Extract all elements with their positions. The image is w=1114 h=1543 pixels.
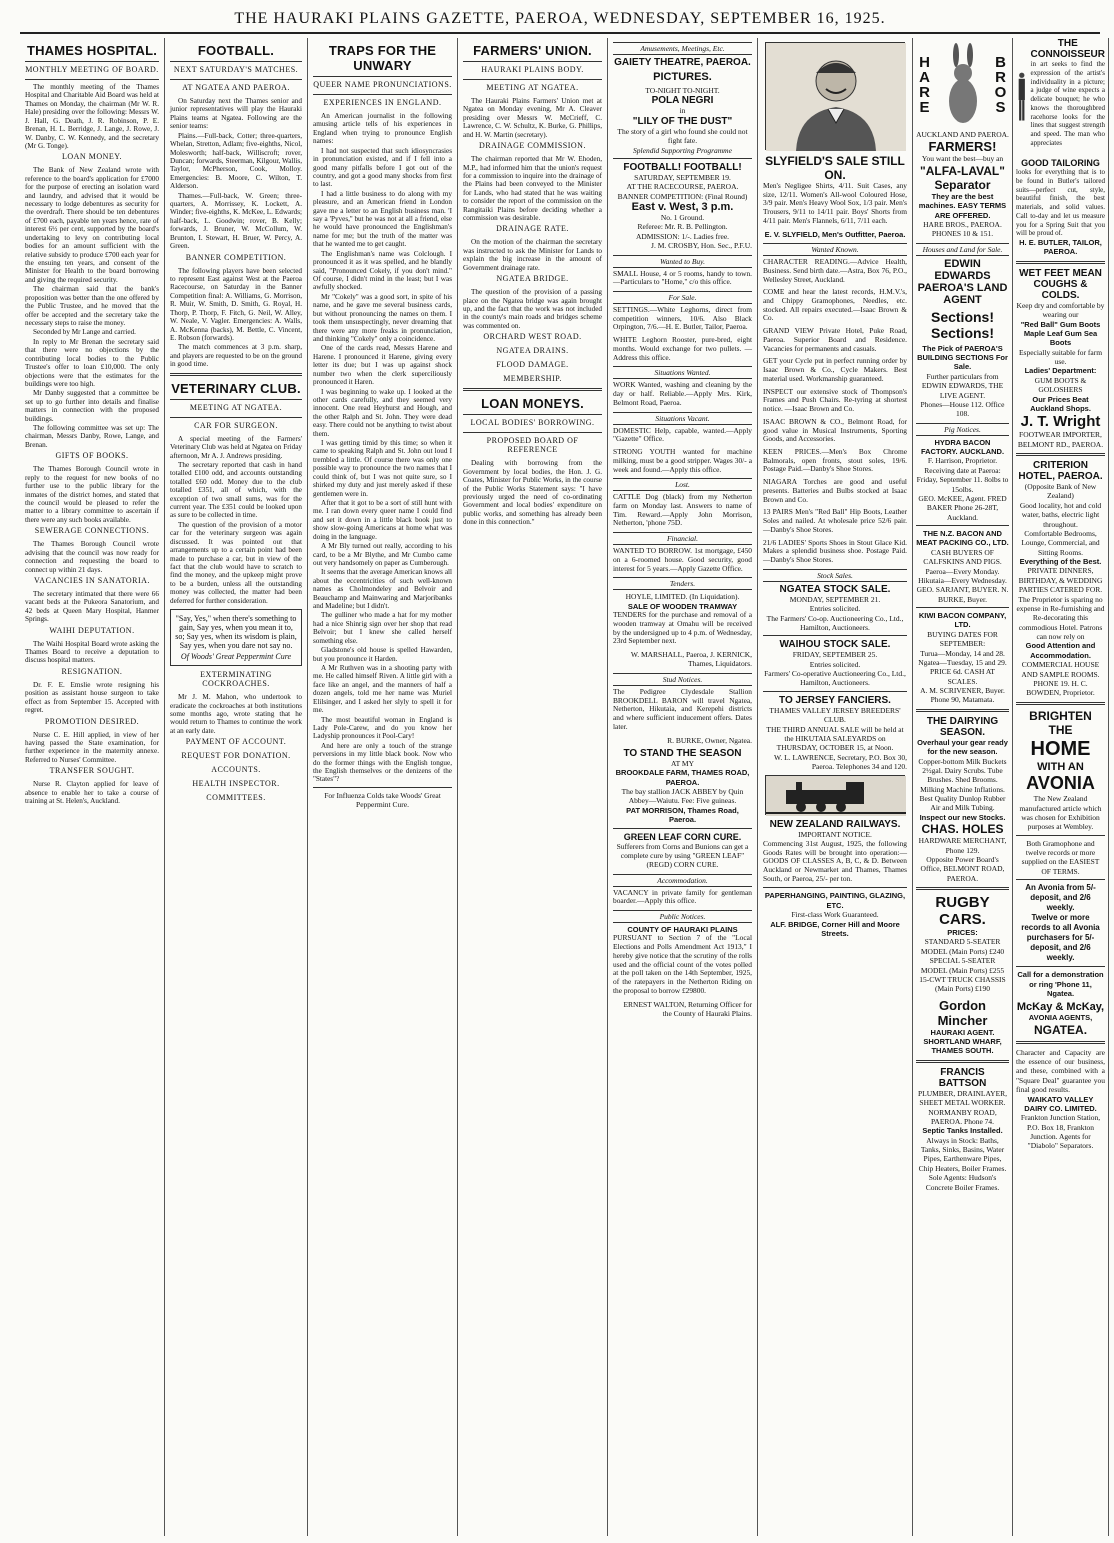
avonia-agents: AVONIA AGENTS,: [1028, 1013, 1093, 1023]
football-venue: AT THE RACECOURSE, PAEROA.: [626, 182, 739, 192]
classified-heading: Public Notices.: [613, 910, 752, 923]
avonia-text: The New Zealand manufactured article which was chosen for Exhibition purposes at Wembley.: [1019, 794, 1102, 832]
section-heading: DRAINAGE COMMISSION.: [479, 141, 586, 151]
stallion: The bay stallion JACK ABBEY by Quin Abbey—Waiutu. Fee: Five guineas.: [621, 787, 744, 806]
section-heading: REQUEST FOR DONATION.: [181, 751, 291, 761]
slyfield-heading: SLYFIELD'S SALE STILL ON.: [765, 154, 905, 182]
paragraph: Thames.—Full-back, W. Green; three-quarters, A. Morrissey, K. Lockett, A. Winder; five-eighths, K. McKee, L. Edwards; half-back, L. Goodwin; rover, B. Kelly; forwards, J. Bruner, W. McCollum, W. Brunton, I. Stewart, H. Bruer, W. Percy, A. Green.: [170, 191, 302, 251]
home: HOME: [1030, 737, 1091, 760]
paragraph: Seconded by Mr Lange and carried.: [33, 328, 136, 337]
classified-heading: Wanted Known.: [763, 243, 907, 256]
railway-engine-illustration: [765, 775, 905, 815]
tailoring-text: looks for everything that is to be found in Butler's tailored suits—perfect cut, style, beautiful finish, the best materials, and solid values. Call to-day and let us measure you for a Spring Suit that you will be proud of.: [1016, 168, 1105, 238]
hydra-bacon: HYDRA BACON FACTORY. AUCKLAND.: [920, 437, 1005, 456]
waihou-date: FRIDAY, SEPTEMBER 25.: [792, 650, 878, 660]
classified-heading: Amusements, Meetings, Etc.: [613, 42, 752, 55]
paragraph: The Thames Borough Council wrote in reply to the request for new books of no further use to the public library for the inmates of the district homes, and stated that the council would be pleased to refer the matter to a library committee to ascertain if there were any such books available.: [25, 465, 159, 524]
column-ads-2: [1013, 38, 1109, 1536]
paragraph: Gladstone's old house is spelled Hawarden, but you pronounce it Harden.: [313, 646, 452, 663]
column-classifieds-1: [608, 38, 758, 1536]
septic-tanks: Septic Tanks Installed.: [922, 1126, 1003, 1136]
stand-season: TO STAND THE SEASON: [623, 747, 742, 759]
classified-heading: Accommodation.: [613, 874, 752, 887]
further-particulars: Further particulars from EDWIN EDWARDS, THE LIVE AGENT.: [921, 371, 1004, 400]
paragraph: I had a little business to do along with my pleasure, and an American friend in London gave me a letter to an English business man. 'I say a 'Pyves,'' but he was not at all a friend, else he would have pronounced the Englishman's name for me; but the truth of the matter was that he wanted me to get caught.: [313, 189, 452, 249]
best-line: You want the best—buy an: [921, 154, 1004, 164]
section-heading: SEWERAGE CONNECTIONS.: [34, 526, 150, 536]
mckay-and-mckay: McKay & McKay,: [1016, 1001, 1105, 1014]
paragraph: And here are only a touch of the strange perversions in my little black book. Now who do the former things with the English tongue, the English themselves or the denizens of the "States"?: [313, 741, 452, 784]
classified-heading: Pig Notices.: [916, 423, 1009, 436]
section-heading: AT NGATEA AND PAEROA.: [182, 83, 290, 92]
paragraph: The most beautiful woman in England is Lady Pole-Carew, and do you know her Ladyship pronounces it Pool-Cary!: [313, 715, 452, 741]
gentleman-figure-icon: [1016, 38, 1028, 156]
column-classifieds-2: [758, 38, 913, 1536]
paragraph: Nurse C. E. Hill applied, in view of her having passed the State examination, for further experience in the maternity annexe. Referred to Nurses' Committee.: [25, 730, 159, 764]
article-subheading: HAURAKI PLAINS BODY.: [481, 65, 584, 74]
classified-heading: Wanted to Buy.: [613, 255, 752, 268]
masthead: THE HAURAKI PLAINS GAZETTE, PAEROA, WEDNESDAY, SEPTEMBER 16, 1925.: [20, 6, 1100, 34]
section-heading: CAR FOR SURGEON.: [194, 420, 278, 430]
match-secretary: J. M. CROSBY, Hon. Sec., P.F.U.: [651, 241, 752, 251]
column-farmers-union: [458, 38, 608, 1536]
paragraph: A special meeting of the Farmers' Veterinary Club was held at Ngatea on Friday afternoon, Mr A. J. Andrews presiding.: [170, 434, 302, 460]
dairy-items: Copper-bottom Milk Buckets 2½gal. Dairy Scrubs. Tube Brushes. Shed Brooms. Milking Machine Inflations. Best Quality Dunlop Rubber Air and Milk Tubing.: [918, 756, 1007, 813]
prices-beat: Our Prices Beat Auckland Shops.: [1030, 394, 1091, 413]
classified-heading: Tenders.: [613, 577, 752, 590]
ad-product: Of Woods' Great Peppermint Cure: [180, 652, 292, 662]
classified-heading: Lost.: [613, 478, 752, 491]
paragraph: The Thames Borough Council wrote advising that the council was now ready for connection and requesting the board to connect up within 21 days.: [25, 540, 159, 574]
holes-location: Opposite Power Board's Office, BELMONT ROAD, PAEROA.: [920, 854, 1005, 883]
paragraph: A Mr Bly turned out really, according to his card, to be a Mr Blythe, and Mr Cumbo came out very handsomely on paper as Cumberough.: [313, 542, 452, 567]
hydra-proprietor: F. Harrison, Proprietor.: [927, 456, 998, 466]
criterion-hotel: CRITERION HOTEL, PAEROA.: [1018, 460, 1103, 482]
section-heading: COMMITTEES.: [206, 793, 266, 803]
classified-heading: Situations Wanted.: [613, 366, 752, 379]
paragraph: One of the cards read, Messrs Harene and Harene. I pronounced it Harene, giving every letter its due; but I was up against shock number two when the clerk superciliously pronounced it Haren.: [313, 344, 452, 387]
gordon-sub: HAURAKI AGENT. SHORTLAND WHARF, THAMES SOUTH.: [923, 1027, 1002, 1056]
jersey-secretary: W. L. LAWRENCE, Secretary, P.O. Box 30, Paeroa. Telephones 34 and 120.: [774, 752, 907, 772]
gramophone-terms: Both Gramophone and twelve records or more supplied on the EASIEST OF TERMS.: [1021, 838, 1100, 876]
peppermint-footer: For Influenza Colds take Woods' Great Peppermint Cure.: [324, 790, 441, 810]
railways-sub: IMPORTANT NOTICE.: [798, 830, 872, 840]
edwin-edwards: EDWIN EDWARDS PAEROA'S LAND AGENT: [917, 257, 1008, 306]
railways-heading: NEW ZEALAND RAILWAYS.: [769, 819, 901, 831]
character-capacity: Character and Capacity are the essence of our business, and these, combined with a "Square Deal" guarantee you final good results.: [1016, 1047, 1105, 1095]
section-heading: FLOOD DAMAGE.: [496, 360, 569, 370]
theatre-name: GAIETY THEATRE, PAEROA.: [614, 57, 751, 68]
classified-ad: DOMESTIC Help, capable, wanted.—Apply "Gazette" Office.: [613, 425, 752, 444]
returning-officer: ERNEST WALTON, Returning Officer for the County of Hauraki Plains.: [623, 999, 752, 1018]
match-ground: No. 1 Ground.: [660, 213, 705, 222]
football-banner: FOOTBALL! FOOTBALL!: [623, 161, 742, 173]
ngatea-date: MONDAY, SEPTEMBER 21.: [789, 594, 881, 604]
alf-bridge: ALF. BRIDGE, Corner Hill and Moore Streets.: [770, 919, 900, 938]
pat-morrison: PAT MORRISON, Thames Road, Paeroa.: [626, 805, 739, 825]
holes-sub: HARDWARE MERCHANT, Phone 129.: [918, 836, 1007, 855]
classified-ad: WHITE Leghorn Rooster, pure-bred, eight months. Would exchange for two pullets. —Address this office.: [613, 335, 752, 362]
hare-bros-logo: [916, 38, 1009, 130]
car-price-1: STANDARD 5-SEATER MODEL (Main Ports) £240: [920, 937, 1005, 956]
auctioneers: Farmers' Co-operative Auctioneering Co., Ltd., Hamilton, Auctioneers.: [764, 669, 906, 688]
kiwi-buyer: A. M. SCRIVENER, Buyer. Phone 90, Matamata.: [920, 686, 1005, 705]
classified-ad: TENDERS for the purchase and removal of a wooden tramway at Omahu will be received by the undersigned up to 4 p.m. of Wednesday, 23rd September next.: [613, 610, 752, 646]
jersey-fanciers: TO JERSEY FANCIERS.: [779, 694, 891, 706]
stud-owner: R. BURKE, Owner, Ngatea.: [667, 735, 752, 745]
classified-ad: STRONG YOUTH wanted for machine milking, must be a good stripper. Wages 30/- a week and found.—Apply this office.: [613, 447, 752, 474]
gum-sub: Especially suitable for farm use.: [1018, 347, 1103, 366]
criterion-line: COMMERCIAL HOUSE AND SAMPLE ROOMS.: [1021, 660, 1100, 679]
classified-ad: SETTINGS.—White Leghorns, direct from competition winners, 10/6. Also Black Orpington, 7/6.—H. E. Butler, Tailor, Paeroa.: [613, 304, 752, 332]
kiwi-bacon: KIWI BACON COMPANY, LTD.: [918, 611, 1007, 630]
classified-heading: Stock Sales.: [763, 569, 907, 582]
criterion-line: PHONE 19. H. C. BOWDEN, Proprietor.: [1026, 678, 1095, 698]
car-price-2: SPECIAL 5-SEATER MODEL (Main Ports) £255: [920, 956, 1005, 975]
article-subheading: LOCAL BODIES' BORROWING.: [470, 418, 595, 428]
paragraph: The match commences at 3 p.m. sharp, and players are requested to be on the ground in good time.: [170, 343, 302, 369]
gordon-mincher: Gordon Mincher: [937, 997, 988, 1028]
paragraph: Dealing with borrowing from the Government by local bodies, the Hon. J. G. Coates, Minister for Public Works, in the course of the Public Works Statement says: "I have previously urged the need of co-ordinating Government and local bodies' expenditure on public works, and something has already been done in this connection.": [463, 459, 602, 527]
slyfield-items: Men's Negligee Shirts, 4/11. Suit Cases, any size, 12/11. Women's All-wool Coloured Hose, 3/9 pair. Men's Heavy Wool Sox, 1/3 pair. Men's Trousers, 9/11 to 14/11 pair. Boys' Shorts from 4/11 pair. Men's Flannels, 6/11, 7/11 each.: [763, 181, 907, 225]
section-heading: WAIHI DEPUTATION.: [49, 625, 135, 635]
wet-feet: WET FEET MEAN COUGHS & COLDS.: [1019, 267, 1102, 301]
brighten-the: BRIGHTEN THE: [1029, 708, 1092, 737]
section-heading: PROPOSED BOARD OF REFERENCE: [486, 436, 579, 455]
paragraph: Dr. F. E. Emslie wrote resigning his position as assistant house surgeon to take effect as from September 15. Accepted with regret.: [25, 680, 159, 715]
buyers: GEO. SARJANT, BUYER. N. BURKE, Buyer.: [916, 585, 1009, 604]
section-heading: EXPERIENCES IN ENGLAND.: [323, 98, 442, 107]
jersey-sale: THE THIRD ANNUAL SALE will be held at the HIKUTAIA SALEYARDS on THURSDAY, OCTOBER 15, at Noon.: [766, 724, 904, 753]
classified-ad: NIAGARA Torches are good and useful presents. Batteries and Bulbs stocked at Isaac Brown and Co.: [763, 477, 907, 504]
section-heading: MEETING AT NGATEA.: [486, 83, 579, 92]
section-heading: HEALTH INSPECTOR.: [192, 779, 280, 789]
entries: Entries solicited.: [809, 604, 861, 614]
article-heading: VETERINARY CLUB.: [171, 380, 301, 396]
criterion-line: Good locality, hot and cold water, baths, electric light throughout.: [1019, 500, 1102, 529]
inspect-stocks: Inspect our new Stocks.: [919, 812, 1006, 822]
paragraph: I was getting timid by this time; so when it came to speaking Ralph and St. John out loud I trembled a little. Of course there was only one possible way to pronounce the two names that I could think of, but I was not quite sure, so I shirked my duty and just merely asked if these gentlemen were in.: [313, 439, 452, 498]
county-notice: COUNTY OF HAURAKI PLAINS: [627, 925, 738, 935]
waikato-dairy: WAIKATO VALLEY DAIRY CO. LIMITED.: [1024, 1094, 1097, 1113]
classified-ad: PURSUANT to Section 7 of the "Local Elections and Polls Amendment Act 1913," I hereby give notice that the scrutiny of the rolls used and the official count of the votes polled at the poll taken on the 14th September, 1925, of the ratepayers in the Netherton Riding on the proposal to borrow £29800.: [613, 933, 752, 995]
battson-sub: PLUMBER, DRAINLAYER, SHEET METAL WORKER.: [917, 1088, 1008, 1108]
section-heading: NGATEA BRIDGE.: [496, 274, 569, 284]
section-heading: LOAN MONEY.: [61, 152, 123, 162]
film-description: The story of a girl who found she could not fight fate.: [617, 126, 748, 146]
classified-ad: 21/6 LADIES' Sports Shoes in Stout Glace Kid. Makes a splendid business shoe. Postage Paid.—Danby's Shoe Stores.: [763, 537, 907, 565]
supporting-programme: Splendid Supporting Programme: [633, 145, 732, 155]
film-star: POLA NEGRI: [651, 95, 714, 107]
gum-boots: "Red Ball" Gum Boots Maple Leaf Gum Sea Boots: [1020, 319, 1101, 348]
wright-sub: FOOTWEAR IMPORTER, BELMONT RD., PAEROA.: [1017, 430, 1104, 449]
football-date: SATURDAY, SEPTEMBER 19.: [634, 172, 731, 182]
hoyle-limited: HOYLE, LIMITED. (In Liquidation).: [625, 592, 740, 602]
prices: PRICES:: [947, 928, 978, 937]
match-admission: ADMISSION: 1/-. Ladies free.: [635, 231, 730, 241]
paragraph: The Bank of New Zealand wrote with reference to the board's application for £7000 for the purpose of erecting an isolation ward and laundry, and advised that it would be necessary to lodge debentures as security for the overdraft. There should be ten debentures of £700 each, payable ten years hence, rate of interest 6½ per cent, supported by the board's undertaking to levy on contributing local bodies for an amount sufficient with the relative subsidy to produce £700 each year for the ensuing ten years, and consent of the Minister for Health to the board borrowing and giving the required security.: [25, 166, 159, 284]
paragraph: It seems that the average American knows all about the eccentricities of such well-known names as Cholmondeley and Belvoir and Beauchamp and Mainwaring and Marjoribanks and Madeline; but I didn't.: [313, 568, 452, 611]
jt-wright: J. T. Wright: [1020, 413, 1101, 431]
railways-notice: Commencing 31st August, 1925, the following Goods Rates will be brought into operation:— GOODS OF CLASSES A, B, C, & D. Between Auckland or Newmarket and Thames, Thames South, or Paeroa, 25/- per ton.: [763, 838, 907, 883]
article-heading: FOOTBALL.: [197, 43, 275, 58]
classified-heading: Houses and Land for Sale.: [916, 243, 1009, 256]
article-heading: LOAN MONEYS.: [481, 396, 584, 412]
film-in: in: [679, 106, 686, 116]
article-subheading: QUEER NAME PRONUNCIATIONS.: [313, 80, 452, 89]
slyfield-signature: E. V. SLYFIELD, Men's Outfitter, Paeroa.: [764, 229, 906, 239]
connoisseur-ad: [1016, 38, 1105, 156]
paragraph: The secretary reported that cash in hand totalled £100 odd, and accounts outstanding totalled £60 odd. Money due to the club totalled £351, all of which, with the exception of two small sums, was for the current year. The £351 could be looked upon as sure to be collected in time.: [170, 460, 302, 520]
match-name: East v. West, 3 p.m.: [631, 201, 734, 213]
peppermint-cure-ad: [170, 609, 302, 666]
column-traps-for-unwary: [308, 38, 458, 1536]
alfa-sub: They are the best machines. EASY TERMS ARE OFFERED.: [918, 191, 1007, 220]
frankton: Frankton Junction Station, P.O. Box 18, Frankton Junction. Agents for "Diabolo" Separators.: [1020, 1113, 1101, 1151]
ladies-department: Ladies' Department:: [1024, 366, 1097, 376]
classified-ad: CATTLE Dog (black) from my Netherton farm on Monday last. Answers to name of Tim. Reward.—Apply John Morrison, Netherton, 'phone 75D.: [613, 492, 752, 528]
article-heading: TRAPS FOR THE UNWARY: [328, 43, 437, 73]
section-heading: BANNER COMPETITION.: [185, 252, 287, 262]
good-tailoring: GOOD TAILORING: [1021, 158, 1100, 168]
tonight: TO-NIGHT TO-NIGHT.: [645, 86, 720, 95]
connoisseur-text: in art seeks to find the expression of the artist's individuality in a picture; a judge of wine expects a delicate bouquet; he who knows the thoroughbred racehorse looks for the lines that suggest strength and speed. The man who appreciates: [1030, 60, 1105, 147]
classified-heading: For Sale.: [613, 291, 752, 304]
auctioneers: The Farmers' Co-op. Auctioneering Co., Ltd., Hamilton, Auctioneers.: [766, 613, 904, 632]
criterion-line: PRIVATE DINNERS, BIRTHDAY, & WEDDING PARTIES CATERED FOR.: [1018, 566, 1103, 595]
pick-of-sections: The Pick of PAEROA'S BUILDING SECTIONS For Sale.: [917, 343, 1008, 372]
chas-holes: CHAS. HOLES: [921, 822, 1004, 837]
classified-ad: The Pedigree Clydesdale Stallion BROOKDELL BARON will travel Ngatea, Netherton, Hikutaia, and Kerepehi districts and where sufficient inducement offers. Dates later.: [613, 686, 752, 731]
section-heading: MEMBERSHIP.: [503, 374, 562, 384]
classified-ad: WORK Wanted, washing and cleaning by the day or half. Reliable.—Apply Mrs. Kirk, Belmont Road, Paeroa.: [613, 380, 752, 407]
article-subheading: MEETING AT NGATEA.: [189, 402, 283, 412]
kiwi-sub: BUYING DATES FOR SEPTEMBER:: [927, 629, 998, 649]
criterion-line: The Proprietor is sparing no expense in Re-furnishing and Re-decorating this commodious Hotel. Patrons can now rely on: [1016, 594, 1105, 641]
section-heading: PAYMENT OF ACCOUNT.: [185, 737, 287, 747]
section-heading: RESIGNATION.: [61, 666, 123, 676]
classified-heading: Financial.: [613, 532, 752, 545]
paragraph: The following players have been selected to represent East against West at the Paeroa Racecourse, on Saturday in the Banner Competition final: A. Williams, G. Morrison, R. Muir, W. Smith, D. Smith, G. Royal, H. Thorp, P. Thorp, F. Fitch, G. Neil, W. Alley, W. Neale, V. Vagler. Emergencies: A. Walls, A. McKenna (backs), M. Bettle, C. Vincent, E. Robson (forwards).: [170, 266, 302, 342]
classified-ad: GET your Cycle put in perfect running order by Isaac Brown & Co., Cycle Makers. Best material used. Workmanship guaranteed.: [763, 356, 907, 383]
classified-ad: VACANCY in private family for gentleman boarder.—Apply this office.: [613, 887, 752, 906]
section-heading: PROMOTION DESIRED.: [44, 716, 140, 726]
paragraph: The question of the provision of a motor car for the veterinary surgeon was again discussed. It was pointed out that arrangements up to a certain point had been made to purchase a car, but in view of the fact that the club would have to scratch to find the money, and the upkeep might prove to be a burden, unless all the outstanding money was collected, the matter had been deferred for further consideration.: [170, 520, 302, 605]
bros-word: BROS: [992, 54, 1009, 114]
classified-ad: GRAND VIEW Private Hotel, Puke Road, Paeroa. Superior Board and Residence. Vacancies for permanents and casuals.: [763, 326, 907, 353]
classified-ad: ISAAC BROWN & CO., Belmont Road, for good value in Musical Instruments, Sporting Goods, and Accessories.: [763, 416, 907, 444]
section-heading: GIFTS OF BOOKS.: [55, 451, 129, 461]
paragraph: A Mr Ruthven was in a shooting party with me. He called himself Riven. A little girl with a face like an angel, and the manners of half a dozen angels, told me her name was Muriel Elilsinger, and I asked her slyly to spell it for me.: [313, 664, 452, 715]
paragraph: The Englishman's name was Colclough. I pronounced it as it was spelled, and he blandly said, "Pronounced Cokely, if you don't mind." Of course, I didn't mind in the least; but I was awfully shocked.: [313, 249, 452, 292]
paperhanging: First-class Work Guaranteed.: [791, 910, 879, 920]
brookdale-farm: BROOKDALE FARM, THAMES ROAD, PAEROA.: [615, 768, 750, 787]
classified-ad: KEEN PRICES.—Men's Box Chrome Balmorals, open fronts, stout soles, 19/6. Postage Paid.—Danby's Shoe Stores.: [763, 447, 907, 474]
corn-cure: Sufferers from Corns and Bunions can get a complete cure by using "GREEN LEAF" (REGD) CORN CURE.: [616, 841, 749, 870]
paragraph: The chairman said that the bank's proposition was better than the one offered by the Public Trustee, and he moved that the offer be accepted and the secretary take the necessary steps to raise the money.: [25, 285, 159, 327]
classified-heading: Situations Vacant.: [613, 412, 752, 425]
hydra-agents: GEO. McKEE, Agent. FRED BAKER Phone 26-28T, Auckland.: [918, 493, 1007, 522]
with-an: WITH AN: [1037, 760, 1084, 773]
paragraph: The Hauraki Plains Farmers' Union met at Ngatea on Monday evening, Mr A. Cleaver presiding over Messrs W. McCrieff, C. Lawrence, C. W. Schultz, K. Burke, G. Phillips, and H. W. Martin (secretary).: [463, 97, 602, 139]
farmers-heading: FARMERS!: [928, 139, 997, 155]
liquidators: W. MARSHALL, Paeroa, J. KERNICK, Thames, Liquidators.: [630, 650, 752, 669]
article-subheading: NEXT SATURDAY'S MATCHES.: [173, 65, 299, 74]
article-subheading: MONTHLY MEETING OF BOARD.: [25, 65, 159, 74]
paragraph: An American journalist in the following amusing article tells of his experiences in England when trying to pronounce English names:: [313, 112, 452, 146]
hare-rabbit-icon: [943, 41, 983, 127]
match-referee: Referee: Mr. R. B. Pellington.: [637, 222, 728, 232]
paragraph: On Saturday next the Thames senior and junior representatives will play the Hauraki Plains teams at Ngatea. Following are the senior teams:: [170, 97, 302, 131]
stand-at: AT MY: [671, 758, 694, 768]
slyfield-portrait: [765, 42, 905, 150]
criterion-sub: (Opposite Bank of New Zealand): [1024, 482, 1097, 501]
classified-ad: 13 PAIRS Men's "Red Ball" Hip Boots, Leather Soles and nailed. At wholesale price 52/6 pair.—Danby's Shoe Stores.: [763, 507, 907, 534]
column-thames-hospital: [20, 38, 165, 1536]
paragraph: I was beginning to wake up. I looked at the other cards carefully, and they seemed very innocent. One read Heyhurst and Hough, and the other Ralph and St. John. They were dead easy. There could not be anything to twist about them.: [313, 387, 452, 438]
battson-stock: Always in Stock: Baths, Tanks, Sinks, Basins, Water Pipes, Earthenware Pipes, Chip Heaters, Boiler Frames.: [918, 1135, 1007, 1173]
paragraph: On the motion of the chairman the secretary was instructed to ask the Minister for Lands to explain the big increase in the amount of Government drainage rate.: [463, 238, 602, 272]
article-heading: THAMES HOSPITAL.: [26, 43, 158, 58]
classified-ad: WANTED TO BORROW. 1st mortgage, £450 on a 6-roomed house. Good security, good interest for 5 years.—Apply Gazette Office.: [613, 546, 752, 573]
connoisseur-heading: THE CONNOISSEUR: [1030, 38, 1105, 60]
paragraph: The question of the provision of a passing place on the Ngatea bridge was again brought up, and the fact that the work was not included in the county's main roads and bridges scheme was commented on.: [463, 288, 602, 330]
classified-ad: INSPECT our extensive stock of Thompson's Frames and Push Chairs. Re-tyring at shortest notice. —Isaac Brown and Co.: [763, 386, 907, 414]
section-heading: ORCHARD WEST ROAD.: [483, 332, 582, 342]
paragraph: The Waihi Hospital Board wrote asking the Thames Board to receive a deputation to discuss hospital matters.: [25, 639, 159, 665]
classified-ad: COME and hear the latest records, H.M.V.'s, and Chippy Gramophones, Needles, etc. stocked. All repairs executed.—Isaac Brown & Co.: [763, 287, 907, 323]
jersey-club: THAMES VALLEY JERSEY BREEDERS' CLUB.: [769, 705, 901, 725]
hudson-agents: Sole Agents: Hudson's Concrete Boiler Frames.: [925, 1173, 1000, 1192]
paragraph: Nurse R. Clayton applied for leave of absence to enable her to take a course of training at St. Helen's, Auckland.: [25, 780, 159, 806]
paragraph: The chairman reported that Mr W. Ehoden, M.P., had informed him that the union's request for a commission to inquire into the drainage of the Plains had been conveyed to the Minister for Lands, who had stated that he was waiting to consider the report of the commission on the Rangitaiki Plains before deciding whether a commission was desirable.: [463, 155, 602, 223]
criterion-line: Good Attention and Accommodation.: [1025, 641, 1096, 660]
paragraph: The gulliner who made a hat for my mother had a nice Shinrig sign over her shop that read Belvoir; but I knew she called herself something else.: [313, 611, 452, 645]
butler-signature: H. E. BUTLER, TAILOR, PAEROA.: [1019, 238, 1102, 257]
rugby-cars: RUGBY CARS.: [935, 894, 990, 928]
hare-contact: HARE BROS., PAEROA. PHONES 10 & 151.: [923, 219, 1002, 239]
section-heading: ACCOUNTS.: [211, 765, 261, 775]
section-heading: NGATEA DRAINS.: [496, 346, 569, 356]
article-heading: FARMERS' UNION.: [473, 43, 592, 58]
section-heading: TRANSFER SOUGHT.: [49, 766, 135, 776]
entries: Entries solicited.: [809, 659, 861, 669]
dairying-season: THE DAIRYING SEASON.: [926, 715, 999, 738]
records-offer: Twelve or more records to all Avonia purchasers for 5/- deposit, and 2/6 weekly.: [1021, 913, 1100, 963]
paragraph: I had not suspected that such idiosyncrasies in pronunciation existed, and if I fell into a good many pitfalls before I got out of the country, and got a good many shocks from first to last.: [313, 146, 452, 189]
buying-days: Paeroa—Every Monday. Hikutaia—Every Wednesday.: [918, 566, 1007, 585]
banner-competition: BANNER COMPETITION: (Final Round): [617, 191, 748, 201]
corn-cure-heading: GREEN LEAF CORN CURE.: [623, 831, 742, 842]
tramway-sale: SALE OF WOODEN TRAMWAY: [627, 601, 738, 611]
avonia: AVONIA: [1026, 772, 1095, 793]
alfa-laval: "ALFA-LAVAL" Separator: [920, 163, 1005, 192]
hare-location: AUCKLAND AND PAEROA.: [916, 130, 1009, 139]
section-heading: VACANCIES IN SANATORIA.: [34, 575, 150, 585]
battson-location: NORMANBY ROAD, PAEROA. Phone 74.: [928, 1107, 997, 1126]
column-football: [165, 38, 308, 1536]
classified-ad: SMALL House, 4 or 5 rooms, handy to town.—Particulars to "Home," c/o this office.: [613, 268, 752, 287]
dairy-sub: Overhaul your gear ready for the new season.: [917, 737, 1008, 757]
ad-verse: "Say, Yes," when there's something to gain, Say yes, when you mean it to, so; Say yes, when its wisdom is plain, Say yes, when you dare not say no.: [175, 614, 297, 651]
paragraph: The monthly meeting of the Thames Hospital and Charitable Aid Board was held at Thames on Monday, the chairman (Mr W. R. Hale) presiding over the following: Messrs W. J. Hall, G. Death, J. R. Robinson, P. E. Brenan, H. L. Berridge, J. Lange, J. Rowe, J. W. Danby, C. W. Kennedy, and the secretary (Mr G. Tonge).: [25, 83, 159, 150]
paperhanging-heading: PAPERHANGING, PAINTING, GLAZING, ETC.: [764, 891, 906, 910]
paragraph: The secretary intimated that there were 66 vacant beds at the Pukeora Sanatorium, and 42 beds at Queen Mary Hospital, Hanmer Springs.: [25, 589, 159, 624]
paragraph: In reply to Mr Brenan the secretary said that there were no objections by the contributing local bodies to the Public Trustee's offer to loan £10,000. The only objections were that the estimates for the buildings were too high.: [25, 337, 159, 388]
section-heading: DRAINAGE RATE.: [496, 224, 569, 234]
column-ads-1: [913, 38, 1013, 1536]
criterion-line: Everything of the Best.: [1019, 557, 1102, 566]
francis-battson: FRANCIS BATTSON: [938, 1066, 987, 1089]
waihou-stock-sale: WAIHOU STOCK SALE.: [779, 639, 891, 651]
demonstration: Call for a demonstration or ring 'Phone 11, Ngatea.: [1017, 970, 1104, 998]
edwards-phones: Phones—House 112. Office 108.: [920, 399, 1005, 419]
ngatea-stock-sale: NGATEA STOCK SALE.: [779, 583, 891, 595]
paragraph: Mr Danby suggested that a committee be set up to go further into details and finalise matters in connection with the proposed buildings.: [25, 389, 159, 423]
classified-heading: Stud Notices.: [613, 673, 752, 686]
avonia-deposit: An Avonia from 5/- deposit, and 2/6 weekly.: [1025, 883, 1096, 913]
film-title: "LILY OF THE DUST": [632, 115, 733, 127]
receiving-date: Receiving date at Paeroa: Friday, September 11. 8olbs to 15olbs.: [916, 465, 1009, 494]
pictures-heading: PICTURES.: [653, 71, 712, 83]
sections-heading: Sections! Sections!: [930, 308, 994, 341]
car-price-3: 15-CWT TRUCK CHASSIS (Main Ports) £190: [919, 974, 1006, 994]
hare-word: HARE: [916, 54, 933, 114]
ngatea: NGATEA.: [1033, 1022, 1088, 1037]
paragraph: Mr "Cokely" was a good sort, in spite of his name, and he gave me several business cards, but without pronouncing the names on them. I took them unsuspectingly, never dreaming that there were any more freaks in pronunciation, and thinking "Cokely" only a coincidence.: [313, 292, 452, 343]
ladies-sub: GUM BOOTS & GOLOSHERS: [1034, 375, 1087, 395]
paragraph: Plains.—Full-back, Cotter; three-quarters, Whelan, Stretton, Adlam; five-eighths, Nicol, Molesworth; half-back, Williscroft; rover, Duncan; forwards, Steerman, Kilgour, Wallis, Taylor, McPherson, Cook, Molloy. Emergencies: B. Moore, C. Wilton, T. Alderson.: [170, 131, 302, 191]
nz-bacon: THE N.Z. BACON AND MEAT PACKING CO., LTD.: [916, 529, 1009, 548]
wet-feet-sub: Keep dry and comfortable by wearing our: [1016, 300, 1105, 320]
paragraph: Mr J. M. Mahon, who undertook to eradicate the cockroaches at both institutions some months ago, wrote stating that he would return to Thames to continue the work at an early date.: [170, 693, 302, 735]
paragraph: After that it got to be a sort of still hunt with me. I ran down every queer name I could find and set it down in a little black book just to show slow-going Americans at home what was doing in the language.: [313, 498, 452, 541]
section-heading: EXTERMINATING COCKROACHES.: [200, 670, 272, 689]
paragraph: The following committee was set up: The chairman, Messrs Danby, Rowe, Lange, and Brenan.: [25, 424, 159, 449]
cash-buyers: CASH BUYERS OF CALFSKINS AND PIGS.: [923, 547, 1002, 567]
criterion-line: Comfortable Bedrooms, Lounge, Commercial, and Sitting Rooms.: [1021, 528, 1100, 557]
classified-ad: CHARACTER READING.—Advice Health, Business. Send birth date.—Astra, Box 76, P.O., Wellesley Street, Auckland.: [763, 257, 907, 284]
kiwi-dates: Turua—Monday, 14 and 28. Ngatea—Tuesday, 15 and 29. PRICE 6d. CASH AT SCALES.: [918, 648, 1007, 686]
